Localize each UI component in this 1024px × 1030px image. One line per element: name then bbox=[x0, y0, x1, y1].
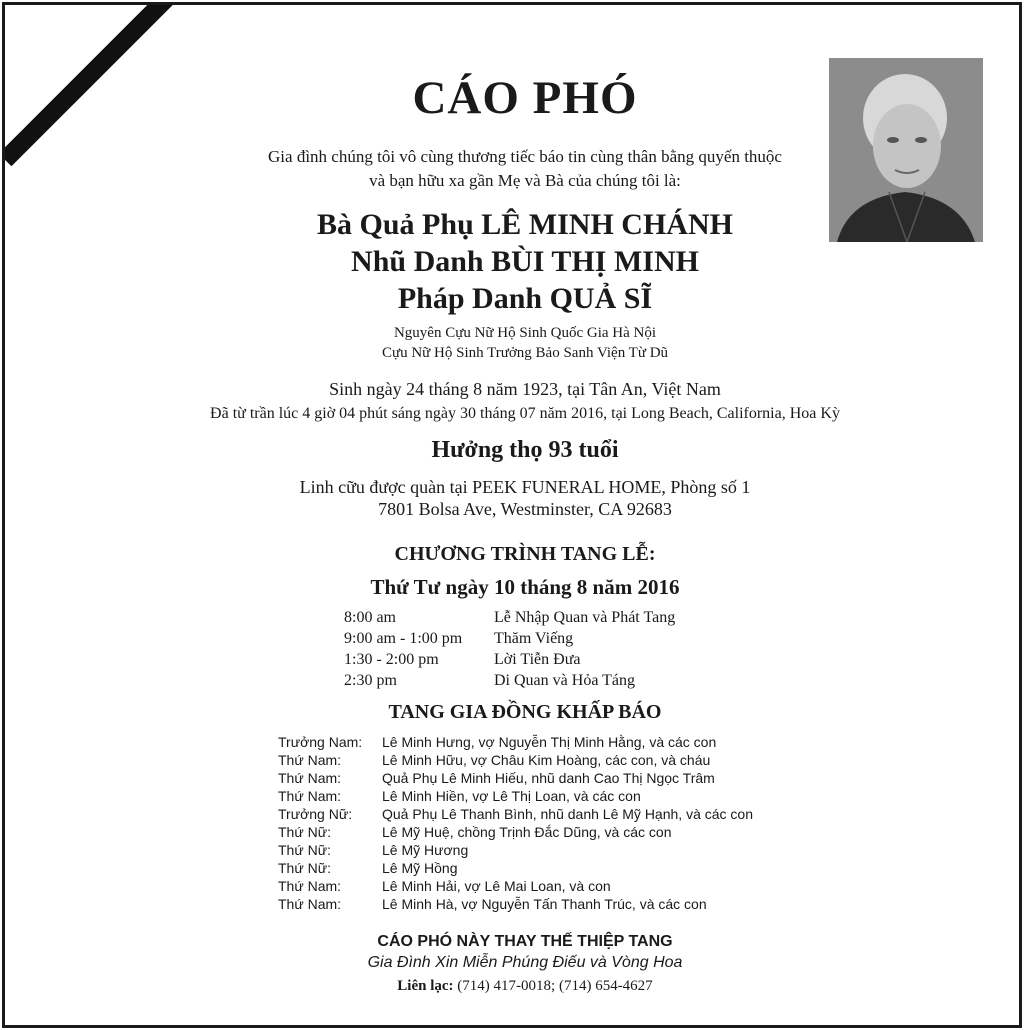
schedule-time: 2:30 pm bbox=[344, 672, 397, 689]
family-heading: TANG GIA ĐỒNG KHẤP BÁO bbox=[388, 701, 662, 723]
family-rank: Thứ Nam: bbox=[278, 896, 342, 912]
venue-line-2: 7801 Bolsa Ave, Westminster, CA 92683 bbox=[378, 499, 672, 519]
death-info: Đã từ trần lúc 4 giờ 04 phút sáng ngày 30 tháng 07 năm 2016, tại Long Beach, California, Hoa Kỳ bbox=[210, 405, 840, 422]
program-date: Thứ Tư ngày 10 tháng 8 năm 2016 bbox=[370, 575, 680, 599]
schedule-time: 1:30 - 2:00 pm bbox=[344, 651, 439, 668]
family-rank: Thứ Nam: bbox=[278, 770, 342, 786]
footer-notice: CÁO PHÓ NÀY THAY THẾ THIỆP TANG bbox=[377, 933, 673, 950]
deceased-name bbox=[5, 208, 1022, 242]
family-member: Lê Minh Hà, vợ Nguyễn Tấn Thanh Trúc, và các con bbox=[382, 896, 707, 912]
schedule-time: 9:00 am - 1:00 pm bbox=[344, 630, 463, 647]
age-info: Hưởng thọ 93 tuổi bbox=[431, 437, 619, 463]
schedule-event: Thăm Viếng bbox=[494, 630, 574, 647]
family-rank: Thứ Nam: bbox=[278, 878, 342, 894]
name-value: LÊ MINH CHÁNH bbox=[481, 208, 733, 241]
obituary-notice bbox=[2, 2, 1022, 1028]
family-member: Lê Minh Hữu, vợ Châu Kim Hoàng, các con, và cháu bbox=[382, 752, 711, 768]
family-rank: Thứ Nữ: bbox=[278, 824, 331, 840]
family-member: Lê Mỹ Huệ, chồng Trịnh Đắc Dũng, và các con bbox=[382, 824, 672, 840]
family-member: Lê Mỹ Hồng bbox=[382, 860, 458, 876]
program-heading: CHƯƠNG TRÌNH TANG LỄ: bbox=[394, 543, 656, 565]
family-member: Quả Phụ Lê Minh Hiếu, nhũ danh Cao Thị Ngọc Trâm bbox=[382, 770, 715, 786]
footer-request: Gia Đình Xin Miễn Phúng Điếu và Vòng Hoa bbox=[367, 954, 683, 971]
family-rank: Thứ Nữ: bbox=[278, 842, 331, 858]
contact-label: Liên lạc: bbox=[397, 978, 454, 994]
schedule-event: Lời Tiễn Đưa bbox=[494, 651, 581, 668]
page-title: CÁO PHÓ bbox=[412, 72, 638, 124]
birth-info: Sinh ngày 24 tháng 8 năm 1923, tại Tân An, Việt Nam bbox=[329, 379, 721, 399]
contact-phones: (714) 417-0018; (714) 654-4627 bbox=[457, 978, 653, 994]
role-line-1: Nguyên Cựu Nữ Hộ Sinh Quốc Gia Hà Nội bbox=[393, 325, 657, 341]
family-member: Lê Mỹ Hương bbox=[382, 842, 469, 858]
dharma-name bbox=[5, 282, 1022, 316]
family-member: Lê Minh Hưng, vợ Nguyễn Thị Minh Hằng, và các con bbox=[382, 734, 717, 750]
intro-line-2: và bạn hữu xa gần Mẹ và Bà của chúng tôi là: bbox=[369, 171, 681, 190]
schedule-time: 8:00 am bbox=[344, 609, 396, 626]
family-rank: Trưởng Nam: bbox=[278, 734, 363, 750]
family-member: Quả Phụ Lê Thanh Bình, nhũ danh Lê Mỹ Hạnh, và các con bbox=[382, 806, 753, 822]
name-prefix: Pháp Danh bbox=[397, 282, 543, 315]
name-value: QUẢ SĨ bbox=[549, 282, 653, 315]
family-rank: Thứ Nam: bbox=[278, 752, 342, 768]
venue-line-1: Linh cữu được quàn tại PEEK FUNERAL HOME, Phòng số 1 bbox=[299, 477, 751, 497]
family-member: Lê Minh Hiền, vợ Lê Thị Loan, và các con bbox=[382, 788, 641, 804]
family-rank: Thứ Nam: bbox=[278, 788, 342, 804]
family-member: Lê Minh Hải, vợ Lê Mai Loan, và con bbox=[382, 878, 611, 894]
name-value: BÙI THỊ MINH bbox=[491, 245, 699, 278]
footer-contact bbox=[5, 978, 1022, 995]
family-rank: Thứ Nữ: bbox=[278, 860, 331, 876]
schedule-event: Lễ Nhập Quan và Phát Tang bbox=[494, 609, 676, 626]
name-prefix: Nhũ Danh bbox=[351, 245, 484, 278]
maiden-name bbox=[5, 245, 1022, 279]
role-line-2: Cựu Nữ Hộ Sinh Trưởng Bảo Sanh Viện Từ Dũ bbox=[381, 345, 669, 361]
intro-line-1: Gia đình chúng tôi vô cùng thương tiếc báo tin cùng thân bằng quyến thuộc bbox=[268, 147, 782, 166]
name-prefix: Bà Quả Phụ bbox=[317, 208, 474, 241]
family-rank: Trưởng Nữ: bbox=[278, 806, 353, 822]
schedule-event: Di Quan và Hỏa Táng bbox=[494, 672, 635, 689]
